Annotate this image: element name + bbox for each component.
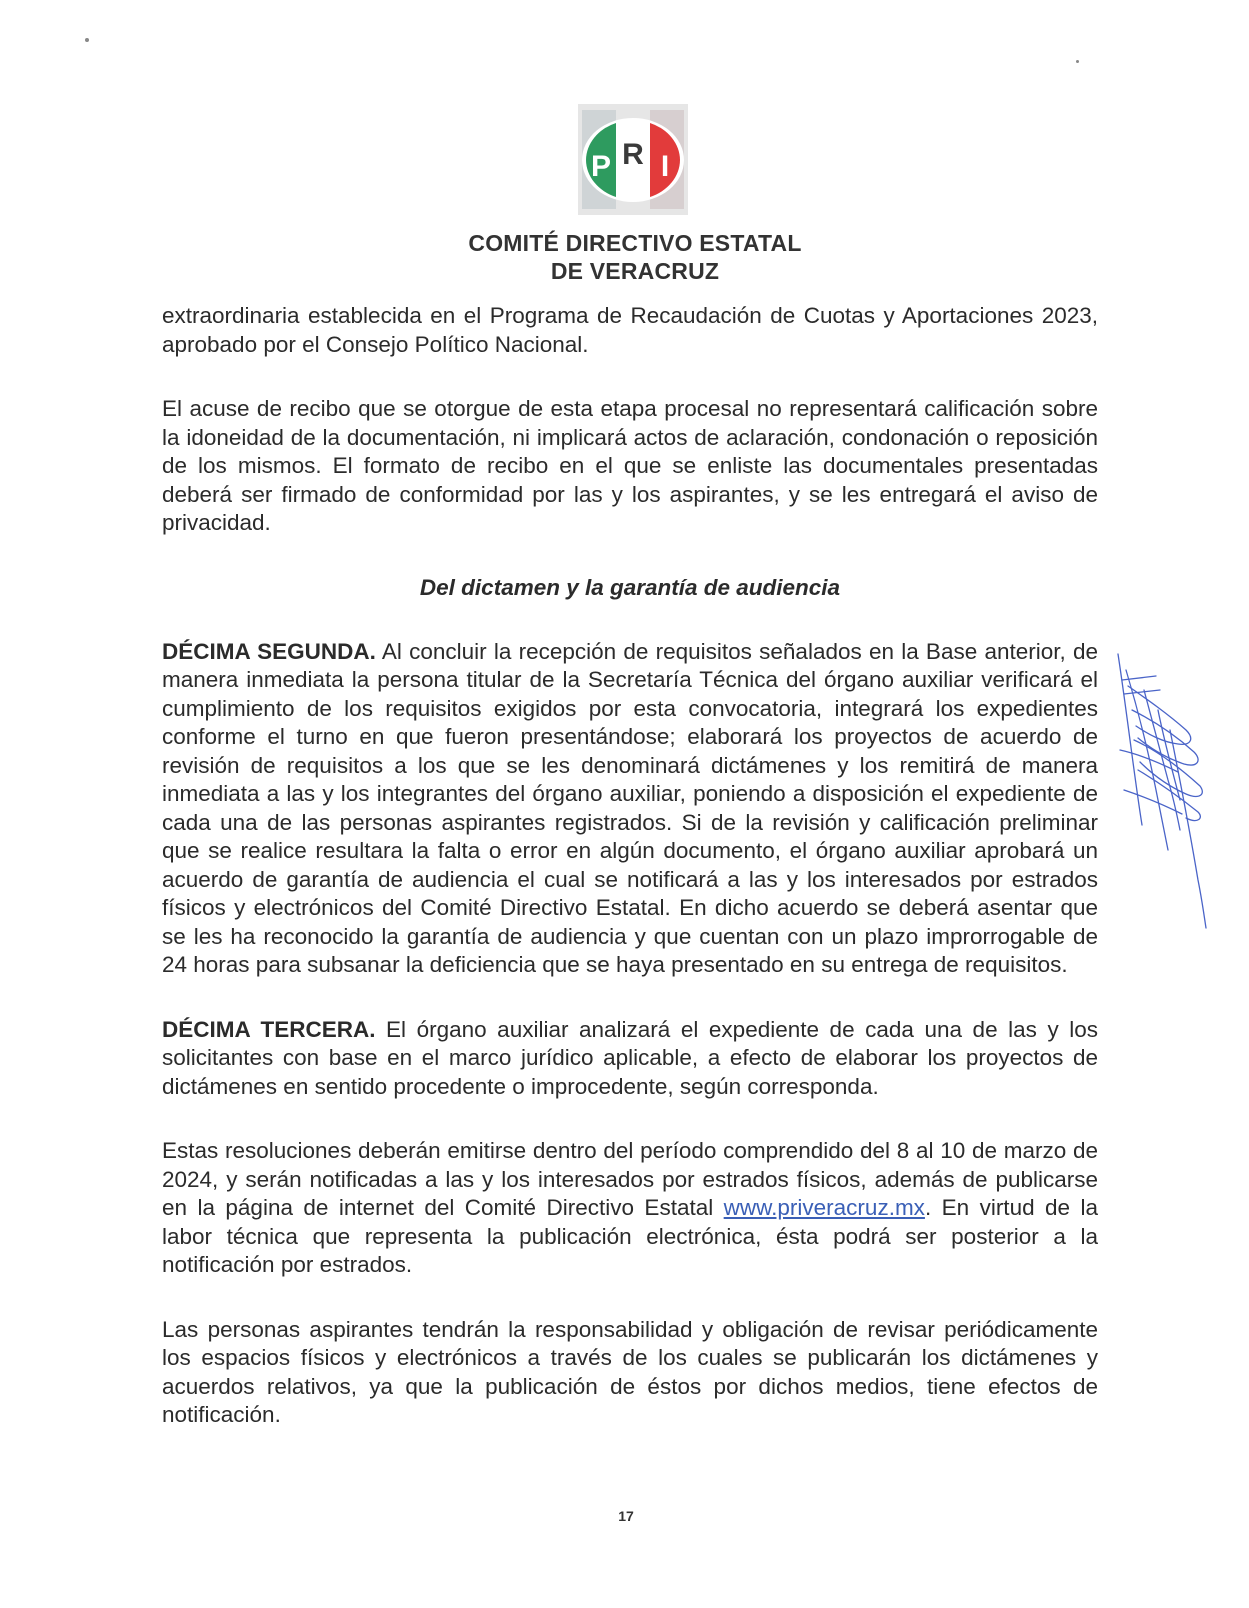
handwritten-signature <box>1108 650 1218 930</box>
scan-speck <box>85 38 89 42</box>
document-body <box>162 302 1098 1430</box>
resoluciones-text-before: Estas resoluciones deberán emitirse dentro del período comprendido del 8 al 10 de marzo de 2024, y serán notificadas a las y los interesados por estrados físicos, además de publicarse en la página de internet del Comité Directivo Estatal <box>162 1138 1098 1220</box>
clause-text-decima-tercera: El órgano auxiliar analizará el expediente de cada una de las y los solicitantes con base en el marco jurídico aplicable, a efecto de elaborar los proyectos de dictámenes en sentido procedente o improcedente, según corresponda. <box>162 1016 1098 1099</box>
section-heading: Del dictamen y la garantía de audiencia <box>419 574 841 600</box>
resoluciones-text-after: . En virtud de la labor técnica que representa la publicación electrónica, ésta podrá ser posterior a la notificación por estrados. <box>162 1195 1098 1277</box>
clause-text-decima-segunda: Al concluir la recepción de requisitos señalados en la Base anterior, de manera inmediata la persona titular de la Secretaría Técnica del órgano auxiliar verificará el cumplimiento de los requisitos exigidos por esta convocatoria, integrará los expedientes conforme el turno en que fueron presentándose; elaborará los proyectos de acuerdo de revisión de requisitos a los que se les denominará dictámenes y los remitirá de manera inmediata a las y los integrantes del órgano auxiliar, poniendo a disposición el expediente de cada una de las personas aspirantes registrados. Si de la revisión y calificación preliminar que se realice resultara la falta o error en algún documento, el órgano auxiliar aprobará un acuerdo de garantía de audiencia el cual se notificará a las y los interesados por estrados físicos y electrónicos del Comité Directivo Estatal. En dicho acuerdo se deberá asentar que se les ha reconocido la garantía de audiencia y que cuentan con un plazo improrrogable de 24 horas para subsanar la deficiencia que se haya presentado en su entrega de requisitos. <box>162 638 1098 977</box>
organization-title-line1: COMITÉ DIRECTIVO ESTATAL <box>468 230 802 256</box>
scan-speck <box>1076 60 1079 63</box>
website-link[interactable]: www.priveracruz.mx <box>723 1195 925 1220</box>
paragraph-decima-tercera <box>162 1016 1098 1102</box>
pri-logo <box>578 104 688 215</box>
paragraph-acuse-recibo: El acuse de recibo que se otorgue de esta etapa procesal no representará calificación sobre la idoneidad de la documentación, ni implicará actos de aclaración, condonación o reposición de los mismos. El formato de recibo en el que se enliste las documentales presentadas deberá ser firmado de conformidad por las y los aspirantes, y se les entregará el aviso de privacidad. <box>162 396 1098 535</box>
svg-text:P: P <box>590 150 612 183</box>
paragraph-responsabilidad: Las personas aspirantes tendrán la responsabilidad y obligación de revisar periódicamente los espacios físicos y electrónicos a través de los cuales se publicarán los dictámenes y acuerdos relativos, ya que la publicación de éstos por dichos medios, tiene efectos de notificación. <box>162 1316 1098 1427</box>
svg-text:R: R <box>622 138 644 171</box>
svg-text:I: I <box>660 150 670 183</box>
page-number: 17 <box>618 1508 634 1524</box>
paragraph-resoluciones <box>162 1137 1098 1280</box>
clause-title-decima-segunda: DÉCIMA SEGUNDA. <box>162 638 376 664</box>
paragraph-decima-segunda <box>162 638 1098 980</box>
organization-title-line2: DE VERACRUZ <box>550 258 720 284</box>
organization-title <box>360 229 910 285</box>
paragraph-continuation: extraordinaria establecida en el Programa de Recaudación de Cuotas y Aportaciones 2023, aprobado por el Consejo Político Nacional. <box>162 303 1098 357</box>
clause-title-decima-tercera: DÉCIMA TERCERA. <box>162 1016 376 1042</box>
